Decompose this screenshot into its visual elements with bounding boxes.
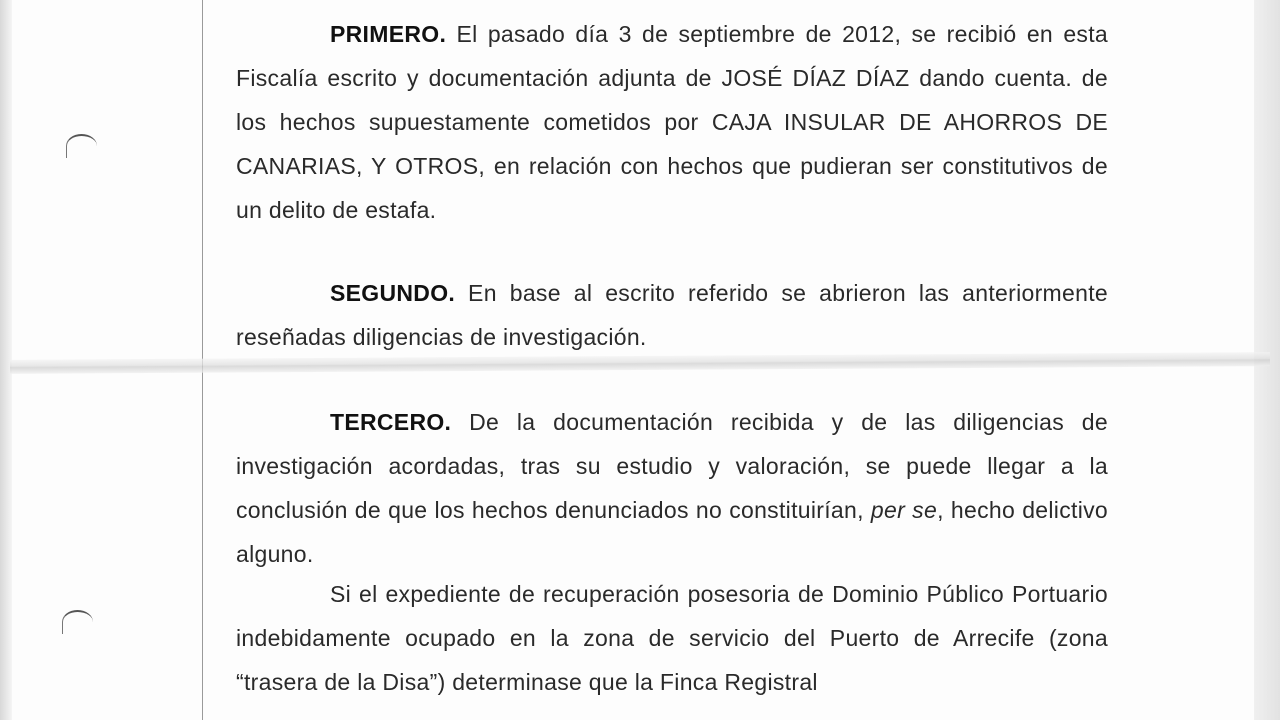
paragraph-primero xyxy=(236,12,1108,232)
paragraph-tercero-block xyxy=(236,400,1108,576)
punch-hole-mark-bottom xyxy=(62,610,93,634)
heading-primero: PRIMERO. xyxy=(330,21,447,47)
paragraph-si-el xyxy=(236,572,1108,704)
paragraph-tercero-text: De la documentación recibida y de las diligencias de investigación acordadas, tras su estudio y valoración, se puede llegar a la conclusión de que los hechos denunciados no constituirían, xyxy=(236,409,1108,523)
paragraph-tercero-text-end: , hecho delictivo alguno. xyxy=(236,497,1108,567)
paragraph-si-el-block xyxy=(236,572,1108,704)
heading-tercero: TERCERO. xyxy=(330,409,452,435)
paragraph-tercero xyxy=(236,400,1108,576)
paragraph-segundo xyxy=(236,271,1108,359)
paragraph-segundo-text: En base al escrito referido se abrieron las anteriormente reseñadas diligencias de investigación. xyxy=(236,280,1108,350)
paragraph-primero-block xyxy=(236,12,1108,232)
paragraph-tercero-italic: per se xyxy=(870,497,938,523)
paragraph-si-el-text: Si el expediente de recuperación posesoria de Dominio Público Portuario indebidamente ocupado en la zona de servicio del Puerto de Arrecife (zona “trasera de la Disa”) determinase que la Finca Registral xyxy=(236,581,1108,695)
paragraph-segundo-block xyxy=(236,271,1108,359)
paragraph-primero-text: El pasado día 3 de septiembre de 2012, se recibió en esta Fiscalía escrito y documentación adjunta de JOSÉ DÍAZ DÍAZ dando cuenta. de los hechos supuestamente cometidos por CAJA INSULAR DE AHORROS DE CANARIAS, Y OTROS, en relación con hechos que pudieran ser constitutivos de un delito de estafa. xyxy=(236,21,1108,223)
heading-segundo: SEGUNDO. xyxy=(330,280,456,306)
punch-hole-mark-top xyxy=(66,134,97,158)
